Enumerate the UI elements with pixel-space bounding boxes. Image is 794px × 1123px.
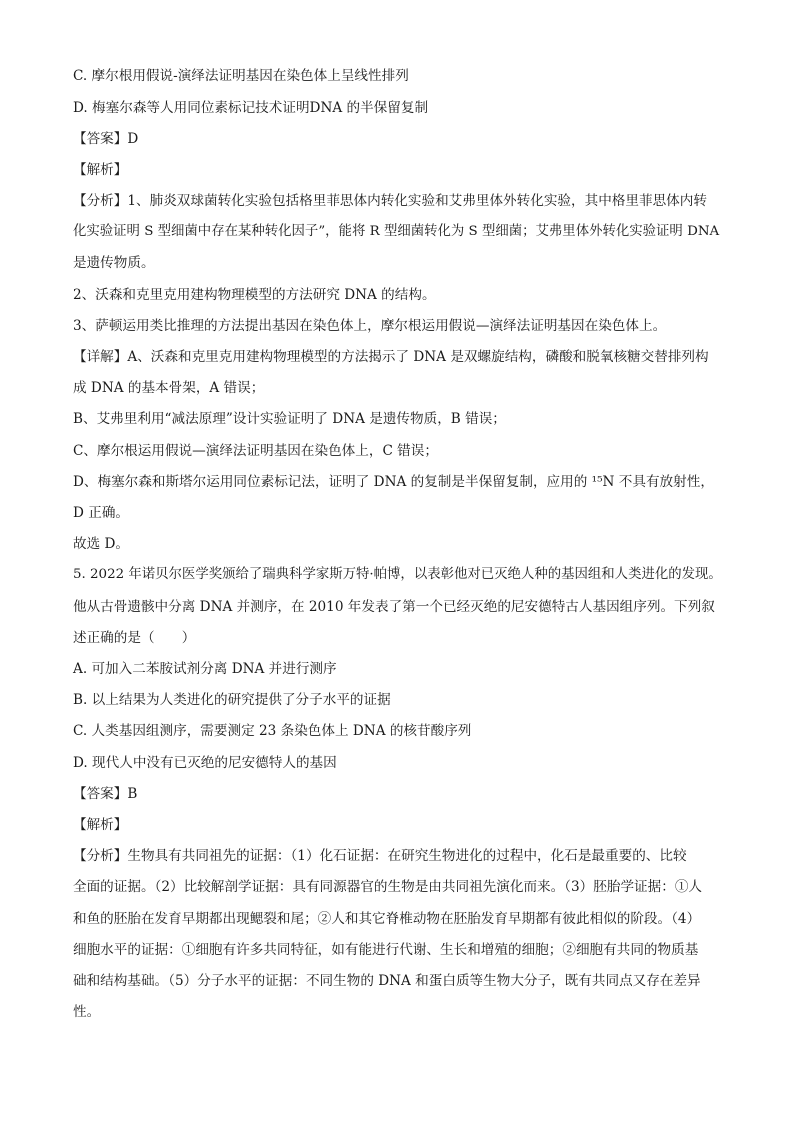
option-b-line: B. 以上结果为人类进化的研究提供了分子水平的证据 — [73, 692, 391, 708]
analysis-line: 性。 — [73, 1004, 101, 1020]
detail-line: B、艾弗里利用“减法原理”设计实验证明了 DNA 是遗传物质，B 错误； — [73, 411, 506, 427]
question-5-stem: 5. 2022 年诺贝尔医学奖颁给了瑞典科学家斯万特·帕博，以表彰他对已灭绝人种的基因组和人类进化的发现。 — [73, 567, 722, 582]
explanation-label: 【解析】 — [73, 817, 128, 833]
answer-label: 【答案】D — [73, 131, 139, 147]
explanation-label: 【解析】 — [73, 162, 128, 178]
option-d-line: D. 梅塞尔森等人用同位素标记技术证明DNA 的半保留复制 — [73, 100, 429, 116]
analysis-line: 【分析】生物具有共同祖先的证据：（1）化石证据：在研究生物进化的过程中，化石是最重要的、比较 — [73, 848, 687, 864]
question-5-stem: 他从古骨遗骸中分离 DNA 并测序，在 2010 年发表了第一个已经灭绝的尼安德特古人基因组序列。下列叙 — [73, 599, 715, 615]
analysis-line: 全面的证据。（2）比较解剖学证据：具有同源器官的生物是由共同祖先演化而来。（3）胚胎学证据：①人 — [73, 879, 703, 895]
detail-line: D、梅塞尔森和斯塔尔运用同位素标记法，证明了 DNA 的复制是半保留复制，应用的 ¹⁵N 不具有放射性， — [73, 474, 714, 490]
question-5-stem: 述正确的是（ ） — [73, 630, 196, 646]
detail-line: D 正确。 — [73, 505, 130, 521]
analysis-line: 细胞水平的证据：①细胞有许多共同特征，如有能进行代谢、生长和增殖的细胞；②细胞有共同的物质基 — [73, 942, 699, 958]
detail-line: C、摩尔根运用假说—演绎法证明基因在染色体上，C 错误； — [73, 443, 438, 459]
analysis-line: 是遗传物质。 — [73, 255, 155, 271]
analysis-line: 化实验证明 S 型细菌中存在某种转化因子”，能将 R 型细菌转化为 S 型细菌；艾弗里体外转化实验证明 DNA — [73, 224, 720, 239]
detail-line: 【详解】A、沃森和克里克用建构物理模型的方法揭示了 DNA 是双螺旋结构，磷酸和脱氧核糖交替排列构 — [73, 349, 709, 365]
analysis-line: 和鱼的胚胎在发育早期都出现鳃裂和尾；②人和其它脊椎动物在胚胎发育早期都有彼此相似的阶段。（4） — [73, 911, 701, 927]
answer-label: 【答案】B — [73, 786, 138, 802]
option-a-line: A. 可加入二苯胺试剂分离 DNA 并进行测序 — [73, 661, 337, 677]
analysis-line: 【分析】1、肺炎双球菌转化实验包括格里菲思体内转化实验和艾弗里体外转化实验，其中格里菲思体内转 — [73, 193, 707, 209]
option-c-line: C. 人类基因组测序，需要测定 23 条染色体上 DNA 的核苷酸序列 — [73, 723, 472, 739]
option-d-line: D. 现代人中没有已灭绝的尼安德特人的基因 — [73, 755, 337, 771]
conclusion-line: 故选 D。 — [73, 536, 130, 552]
analysis-line: 础和结构基础。（5）分子水平的证据：不同生物的 DNA 和蛋白质等生物大分子，既有共同点又存在差异 — [73, 973, 701, 989]
option-c-line: C. 摩尔根用假说-演绎法证明基因在染色体上呈线性排列 — [73, 68, 409, 84]
analysis-line: 2、沃森和克里克用建构物理模型的方法研究 DNA 的结构。 — [73, 287, 436, 303]
detail-line: 成 DNA 的基本骨架，A 错误； — [73, 380, 265, 396]
analysis-line: 3、萨顿运用类比推理的方法提出基因在染色体上，摩尔根运用假说—演绎法证明基因在染色体上。 — [73, 318, 667, 334]
